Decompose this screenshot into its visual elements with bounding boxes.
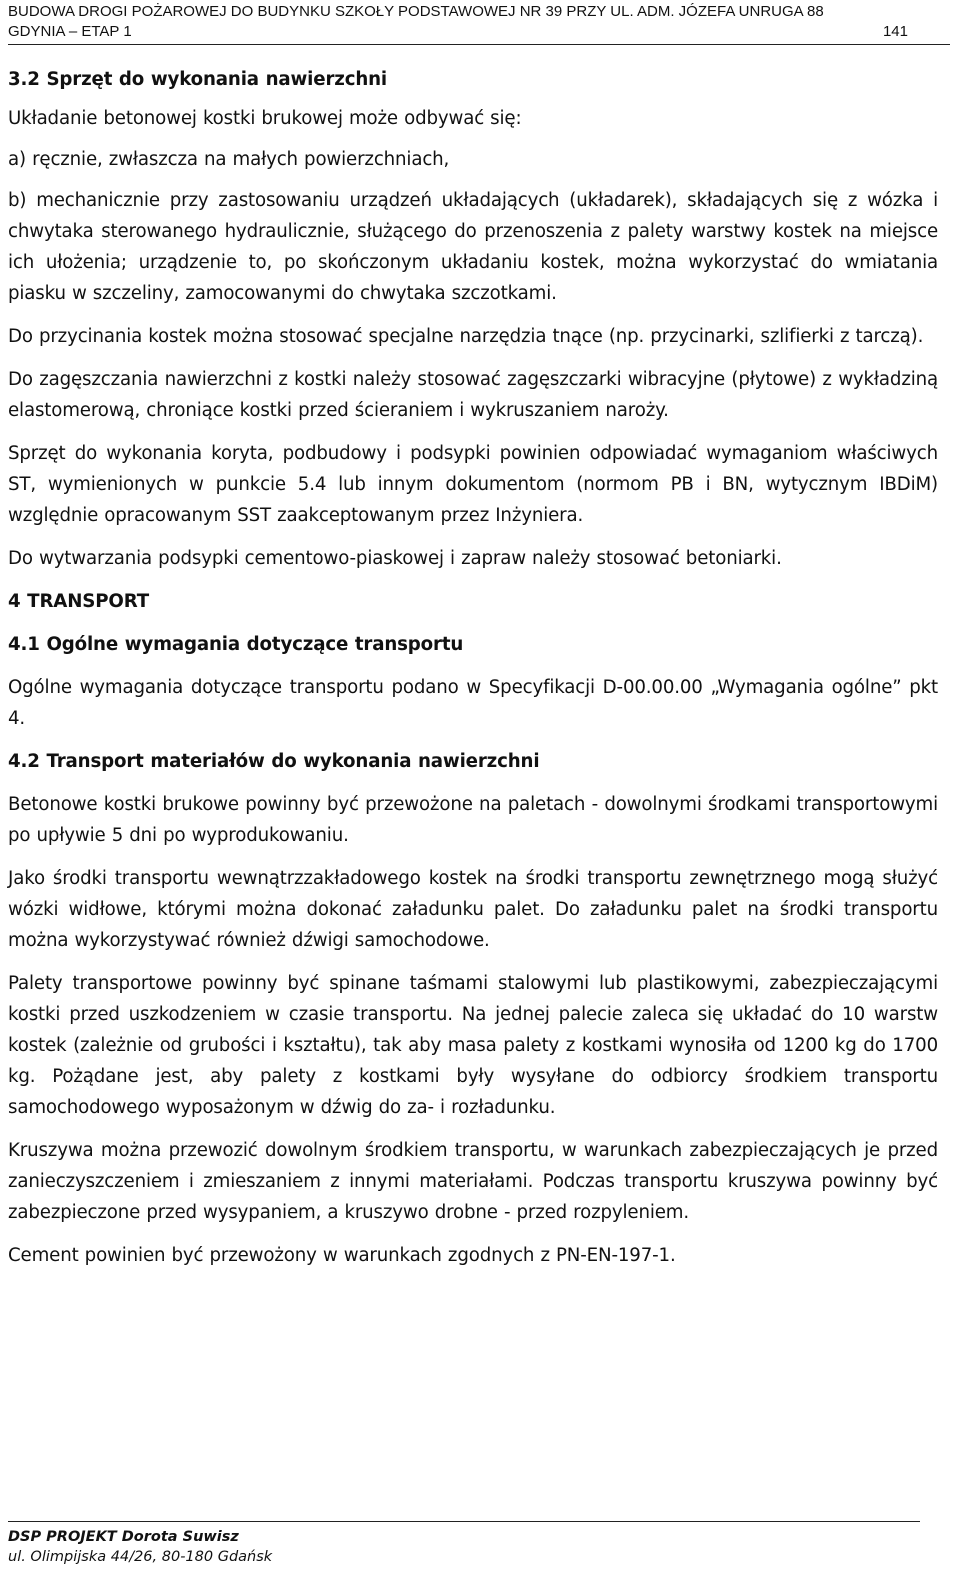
paragraph-3-2-2: a) ręcznie, zwłaszcza na małych powierzchniach, — [8, 149, 450, 170]
page-header — [8, 0, 938, 42]
paragraph-3-2-7: Do wytwarzania podsypki cementowo-piaskowej i zapraw należy stosować betoniarki. — [8, 548, 782, 569]
document-page — [8, 0, 938, 42]
heading-4: 4 TRANSPORT — [8, 591, 150, 612]
paragraph-3-2-3: b) mechanicznie przy zastosowaniu urządzeń układających (układarek), składających się z wózka i chwytaka sterowanego hydraulicznie, służącego do przenoszenia z palety warstwy kostek na miejsce ich ułożenia; urządzenie to, po skończonym układaniu kostek, można wykorzystać do wmiatania piasku w szczeliny, zamocowanymi do chwytaka szczotkami. — [8, 190, 938, 304]
page-footer — [8, 1527, 272, 1567]
paragraph-4-2-2: Jako środki transportu wewnątrzzakładowego kostek na środki transportu zewnętrznego mogą służyć wózki widłowe, którymi można dokonać załadunku palet. Do załadunku palet na środki transportu można wykorzystywać również dźwigi samochodowe. — [8, 868, 938, 951]
paragraph-4-1-1: Ogólne wymagania dotyczące transportu podano w Specyfikacji D-00.00.00 „Wymagania ogólne” pkt 4. — [8, 677, 938, 729]
paragraph-4-2-1: Betonowe kostki brukowe powinny być przewożone na paletach - dowolnymi środkami transportowymi po upływie 5 dni po wyprodukowaniu. — [8, 794, 938, 846]
footer-address: ul. Olimpijska 44/26, 80-180 Gdańsk — [8, 1549, 273, 1565]
page-number: 141 — [882, 23, 908, 40]
heading-3-2: 3.2 Sprzęt do wykonania nawierzchni — [8, 69, 388, 90]
paragraph-3-2-4: Do przycinania kostek można stosować specjalne narzędzia tnące (np. przycinarki, szlifierki z tarczą). — [8, 326, 924, 347]
heading-4-2: 4.2 Transport materiałów do wykonania nawierzchni — [8, 751, 540, 772]
header-line2 — [8, 22, 938, 42]
paragraph-3-2-1: Układanie betonowej kostki brukowej może odbywać się: — [8, 108, 522, 129]
paragraph-3-2-6: Sprzęt do wykonania koryta, podbudowy i podsypki powinien odpowiadać wymaganiom właściwych ST, wymienionych w punkcie 5.4 lub innym dokumentom (normom PB i BN, wytycznym IBDiM) względnie opracowanym SST zaakceptowanym przez Inżyniera. — [8, 443, 938, 526]
footer-divider — [8, 1521, 920, 1522]
header-title-line1: BUDOWA DROGI POŻAROWEJ DO BUDYNKU SZKOŁY PODSTAWOWEJ NR 39 PRZY UL. ADM. JÓZEFA UNRUGA 88 — [8, 3, 824, 20]
heading-4-1: 4.1 Ogólne wymagania dotyczące transportu — [8, 634, 464, 655]
header-title-line2: GDYNIA – ETAP 1 — [8, 23, 132, 40]
header-divider — [8, 44, 950, 45]
paragraph-4-2-3: Palety transportowe powinny być spinane taśmami stalowymi lub plastikowymi, zabezpieczającymi kostki przed uszkodzeniem w czasie transportu. Na jednej palecie zaleca się układać do 10 warstw kostek (zależnie od grubości i kształtu), tak aby masa palety z kostkami wynosiła od 1200 kg do 1700 kg. Pożądane jest, aby palety z kostkami były wysyłane do odbiorcy środkiem transportu samochodowego wyposażonym w dźwig do za- i rozładunku. — [8, 973, 938, 1118]
paragraph-3-2-5: Do zagęszczania nawierzchni z kostki należy stosować zagęszczarki wibracyjne (płytowe) z wykładziną elastomerową, chroniące kostki przed ścieraniem i wykruszaniem naroży. — [8, 369, 938, 421]
content — [8, 64, 938, 1271]
paragraph-4-2-5: Cement powinien być przewożony w warunkach zgodnych z PN-EN-197-1. — [8, 1245, 676, 1266]
paragraph-4-2-4: Kruszywa można przewozić dowolnym środkiem transportu, w warunkach zabezpieczających je przed zanieczyszczeniem i zmieszaniem z innymi materiałami. Podczas transportu kruszywa powinny być zabezpieczone przed wysypaniem, a kruszywo drobne - przed rozpyleniem. — [8, 1140, 938, 1223]
footer-company: DSP PROJEKT Dorota Suwisz — [8, 1529, 239, 1545]
